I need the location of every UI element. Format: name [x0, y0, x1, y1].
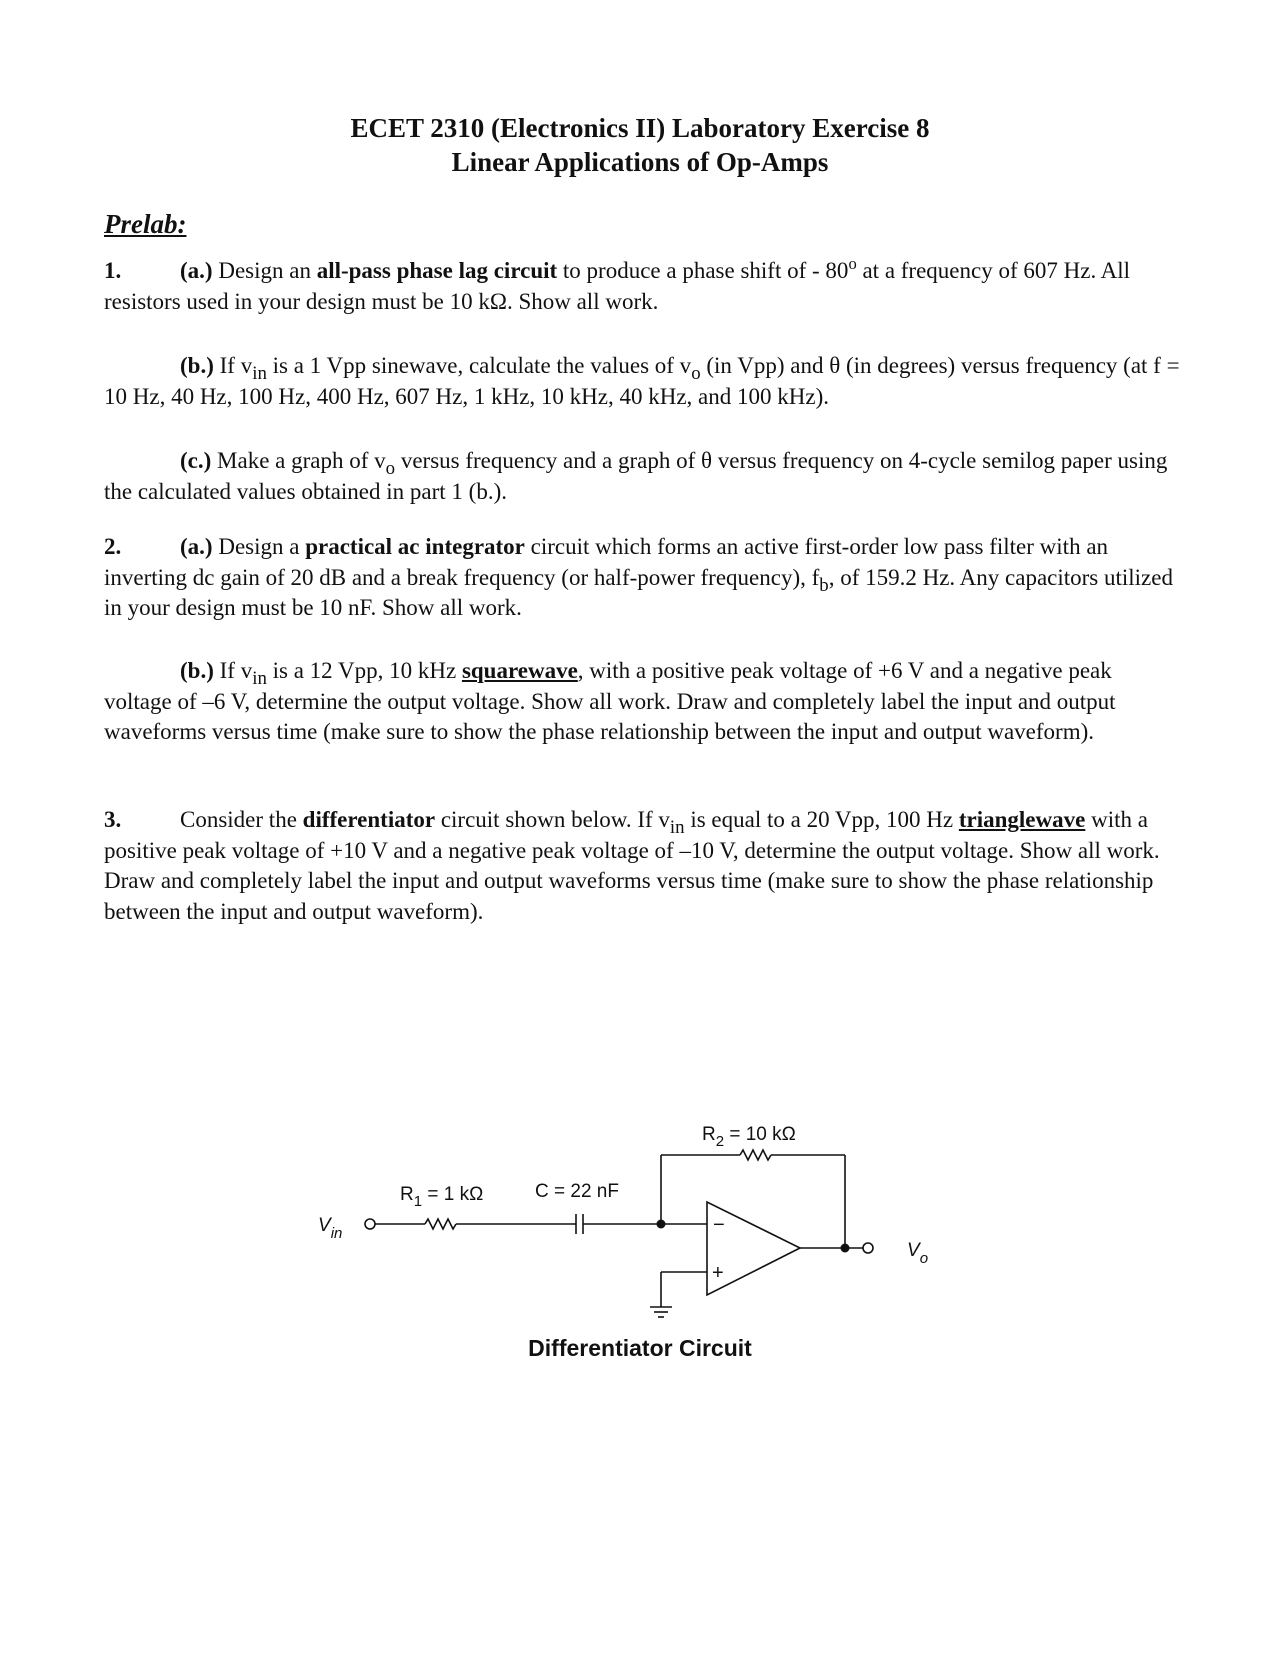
- bold-term: differentiator: [302, 807, 436, 832]
- bold-term: practical ac integrator: [305, 534, 525, 559]
- underlined-term: trianglewave: [958, 807, 1086, 832]
- question-1b: (b.) If $v_{in}$ is a 1 Vpp sinewave, calculate the values of $v_o$ (in Vpp) and θ (in degrees) versus frequency (at f = 10 Hz, 40 Hz, 100 Hz, 400 Hz, 607 Hz, 1 kHz, 10 kHz, 40 kHz, and 100 kHz).: [104, 353, 1180, 409]
- junction-dot: [657, 1220, 666, 1229]
- vin-label: $V_{in}$: [318, 1215, 343, 1242]
- question-2b: (b.) If $v_{in}$ is a 12 Vpp, 10 kHz squarewave, with a positive peak voltage of +6 V and a negative peak voltage of –6 V, determine the output voltage. Show all work. Draw and completely label the input and output waveforms versus time (make sure to show the phase relationship between the input and output waveform).: [104, 658, 1116, 744]
- question-3: 3. Consider the differentiator circuit shown below. If $v_{in}$ is equal to a 20 Vpp, 100 Hz trianglewave with a positive peak voltage of +10 V and a negative peak voltage of –10 V, determine the output voltage. Show all work. Draw and completely label the input and output waveforms versus time (make sure to show the phase relationship between the input and output waveform).: [104, 807, 1160, 924]
- document-subtitle: Linear Applications of Op-Amps: [451, 147, 829, 177]
- bold-term: all-pass phase lag circuit: [316, 258, 558, 283]
- question-1a: 1. (a.) Design an all-pass phase lag circuit to produce a phase shift of - 80$^o$ at a frequency of 607 Hz. All resistors used in your design must be 10 kΩ. Show all work.: [104, 253, 1131, 314]
- vo-label: $V_o$: [907, 1240, 929, 1267]
- r1-label: $R_1 = 1$ kΩ: [400, 1184, 484, 1210]
- resistor-r1: [425, 1219, 456, 1229]
- non-inverting-input-label: +: [712, 1262, 724, 1284]
- question-1c: (c.) Make a graph of $v_o$ versus frequency and a graph of θ versus frequency on 4-cycle semilog paper using the calculated values obtained in part 1 (b.).: [104, 448, 1168, 504]
- circuit-caption: Differentiator Circuit: [528, 1335, 752, 1361]
- ground-icon: [650, 1307, 672, 1317]
- part-label: (b.): [180, 353, 214, 378]
- capacitor-label: C = 22 nF: [535, 1181, 619, 1202]
- part-label: (a.): [180, 534, 213, 559]
- prelab-heading: Prelab:: [104, 209, 187, 239]
- inverting-input-label: −: [713, 1214, 725, 1236]
- part-label: (b.): [180, 658, 214, 683]
- part-label: (c.): [180, 448, 212, 473]
- junction-dot: [841, 1244, 850, 1253]
- part-label: (a.): [180, 258, 213, 283]
- output-terminal: [863, 1243, 873, 1253]
- r2-label: $R_2 = 10$ kΩ: [702, 1124, 796, 1150]
- question-number: 1.: [104, 258, 122, 283]
- question-2a: 2. (a.) Design a practical ac integrator circuit which forms an active first-order low pass filter with an inverting dc gain of 20 dB and a break frequency (or half-power frequency), $f_b$, of 159.2 Hz. Any capacitors utilized in your design must be 10 nF. Show all work.: [104, 534, 1173, 620]
- resistor-r2: [740, 1150, 771, 1160]
- input-terminal: [365, 1219, 375, 1229]
- underlined-term: squarewave: [461, 658, 578, 683]
- question-number: 2.: [104, 534, 122, 559]
- document-title: ECET 2310 (Electronics II) Laboratory Exercise 8: [350, 113, 930, 143]
- question-number: 3.: [104, 807, 122, 832]
